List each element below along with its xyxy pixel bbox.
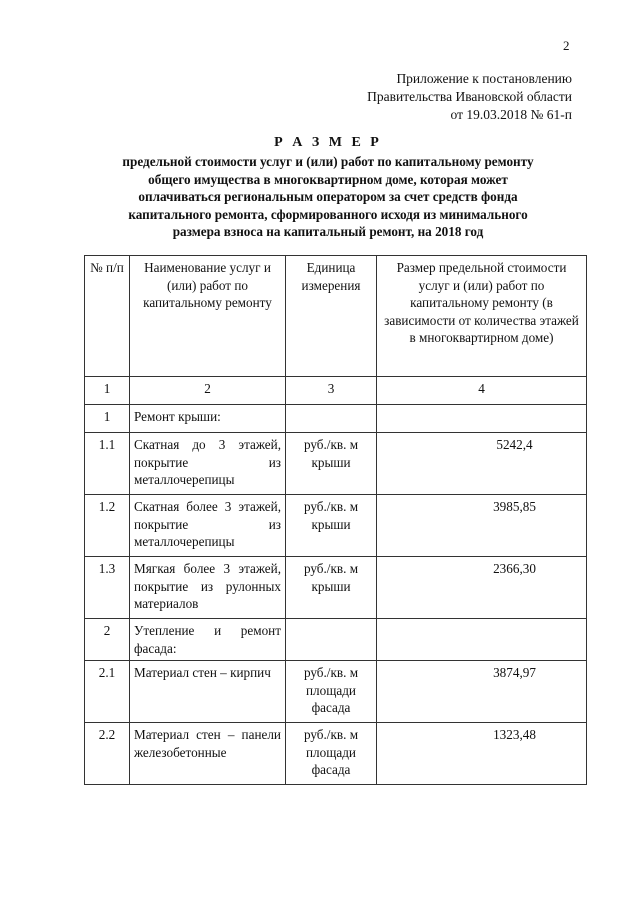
table-row: [85, 433, 587, 495]
row-name: Скатная более 3 этажей, покрытие из металлочерепицы: [130, 495, 286, 557]
row-price: 5242,4: [377, 433, 587, 495]
table-header-row: [85, 256, 587, 377]
row-num: 2.1: [85, 661, 130, 723]
subtitle-line: оплачиваться региональным оператором за счет средств фонда: [138, 189, 518, 204]
subtitle-line: предельной стоимости услуг и (или) работ по капитальному ремонту: [122, 154, 534, 169]
row-num: 1.1: [85, 433, 130, 495]
column-index-cell: 2: [130, 377, 286, 405]
price-table: [84, 255, 587, 785]
row-name: Скатная до 3 этажей, покрытие из металлочерепицы: [130, 433, 286, 495]
row-num: 1: [85, 405, 130, 433]
appendix-line-3: от 19.03.2018 № 61-п: [450, 107, 572, 122]
row-price: 1323,48: [377, 723, 587, 785]
column-index-row: [85, 377, 587, 405]
row-unit: руб./кв. м крыши: [286, 557, 377, 619]
row-name: Утепление и ремонт фасада:: [130, 619, 286, 661]
row-unit: [286, 619, 377, 661]
table-row: [85, 723, 587, 785]
subtitle-line: размера взноса на капитальный ремонт, на 2018 год: [172, 224, 484, 239]
row-unit: руб./кв. м крыши: [286, 495, 377, 557]
document-title: Р А З М Е Р: [274, 135, 382, 150]
column-index-cell: 3: [286, 377, 377, 405]
header-unit: Единица измерения: [286, 256, 377, 377]
row-unit: руб./кв. м крыши: [286, 433, 377, 495]
header-price: Размер предельной стоимости услуг и (или) работ по капитальному ремонту (в зависимости от количества этажей в многоквартирном доме): [377, 256, 587, 377]
table-row: [85, 557, 587, 619]
table-row: [85, 619, 587, 661]
appendix-line-1: Приложение к постановлению: [396, 71, 572, 86]
table-row: [85, 405, 587, 433]
row-name: Материал стен – кирпич: [130, 661, 286, 723]
row-name: Мягкая более 3 этажей, покрытие из рулонных материалов: [130, 557, 286, 619]
subtitle-line: общего имущества в многоквартирном доме, которая может: [148, 171, 508, 187]
row-num: 1.3: [85, 557, 130, 619]
row-price: [377, 619, 587, 661]
row-name: Материал стен – панели железобетонные: [130, 723, 286, 785]
row-unit: [286, 405, 377, 433]
header-num: № п/п: [85, 256, 130, 377]
row-unit: руб./кв. м площади фасада: [286, 723, 377, 785]
row-num: 1.2: [85, 495, 130, 557]
subtitle-line: капитального ремонта, сформированного исходя из минимального: [128, 206, 528, 222]
column-index-cell: 1: [85, 377, 130, 405]
row-price: 3874,97: [377, 661, 587, 723]
header-name: Наименование услуг и (или) работ по капитальному ремонту: [130, 256, 286, 377]
row-unit: руб./кв. м площади фасада: [286, 661, 377, 723]
row-price: 3985,85: [377, 495, 587, 557]
column-index-cell: 4: [377, 377, 587, 405]
table-row: [85, 495, 587, 557]
row-num: 2: [85, 619, 130, 661]
row-num: 2.2: [85, 723, 130, 785]
row-price: [377, 405, 587, 433]
appendix-reference: [367, 70, 572, 124]
document-subtitle: [40, 153, 616, 241]
appendix-line-2: Правительства Ивановской области: [367, 89, 572, 104]
row-price: 2366,30: [377, 557, 587, 619]
page-number: 2: [563, 38, 570, 53]
table-row: [85, 661, 587, 723]
title-block: [40, 133, 616, 241]
row-name: Ремонт крыши:: [130, 405, 286, 433]
